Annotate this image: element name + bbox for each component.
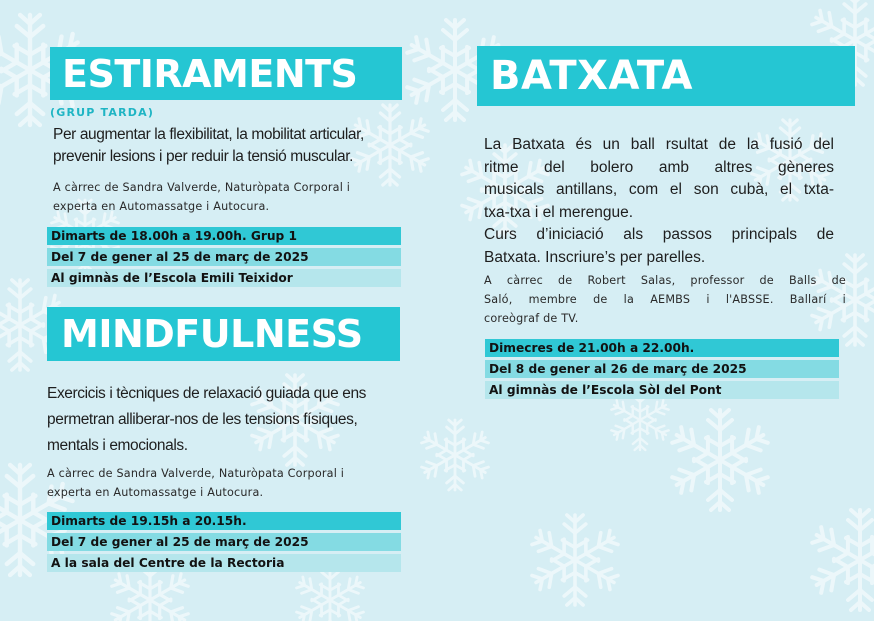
estiraments-dates: Del 7 de gener al 25 de març de 2025 (47, 248, 401, 266)
estiraments-schedule: Dimarts de 18.00h a 19.00h. Grup 1 (47, 227, 401, 245)
mindfulness-instructor: A càrrec de Sandra Valverde, Naturòpata Corporal i experta en Automassatge i Autocura. (47, 467, 345, 499)
estiraments-description: Per augmentar la flexibilitat, la mobilitat articular, prevenir lesions i per reduir la tensió muscular. (53, 126, 364, 165)
mindfulness-title: MINDFULNESS (47, 307, 400, 361)
estiraments-instructor: A càrrec de Sandra Valverde, Naturòpata Corporal i experta en Automassatge i Autocura. (53, 181, 351, 213)
estiraments-location: Al gimnàs de l’Escola Emili Teixidor (47, 269, 401, 287)
batxata-title: BATXATA (477, 46, 855, 106)
batxata-dates: Del 8 de gener al 26 de març de 2025 (485, 360, 839, 378)
batxata-description: La Batxata és un ball rsultat de la fusió del ritme del bolero amb altres gèneres musicals antillans, com el son cubà, el txta- txa-txa i el merengue. Curs d’iniciació als passos principals de Batxata. Inscriure’s per parelles. (484, 136, 834, 266)
batxata-instructor: A càrrec de Robert Salas, professor de Balls de Saló, membre de la AEMBS i l'ABSSE. Ballarí i coreògraf de TV. (484, 274, 846, 325)
estiraments-subtitle: (GRUP TARDA) (50, 106, 155, 119)
batxata-location: Al gimnàs de l’Escola Sòl del Pont (485, 381, 839, 399)
mindfulness-location: A la sala del Centre de la Rectoria (47, 554, 401, 572)
estiraments-title: ESTIRAMENTS (50, 47, 402, 100)
batxata-schedule: Dimecres de 21.00h a 22.00h. (485, 339, 839, 357)
mindfulness-schedule: Dimarts de 19.15h a 20.15h. (47, 512, 401, 530)
mindfulness-description: Exercicis i tècniques de relaxació guiada que ens permetran alliberar-nos de les tensions físiques, mentals i emocionals. (47, 385, 367, 454)
mindfulness-dates: Del 7 de gener al 25 de març de 2025 (47, 533, 401, 551)
